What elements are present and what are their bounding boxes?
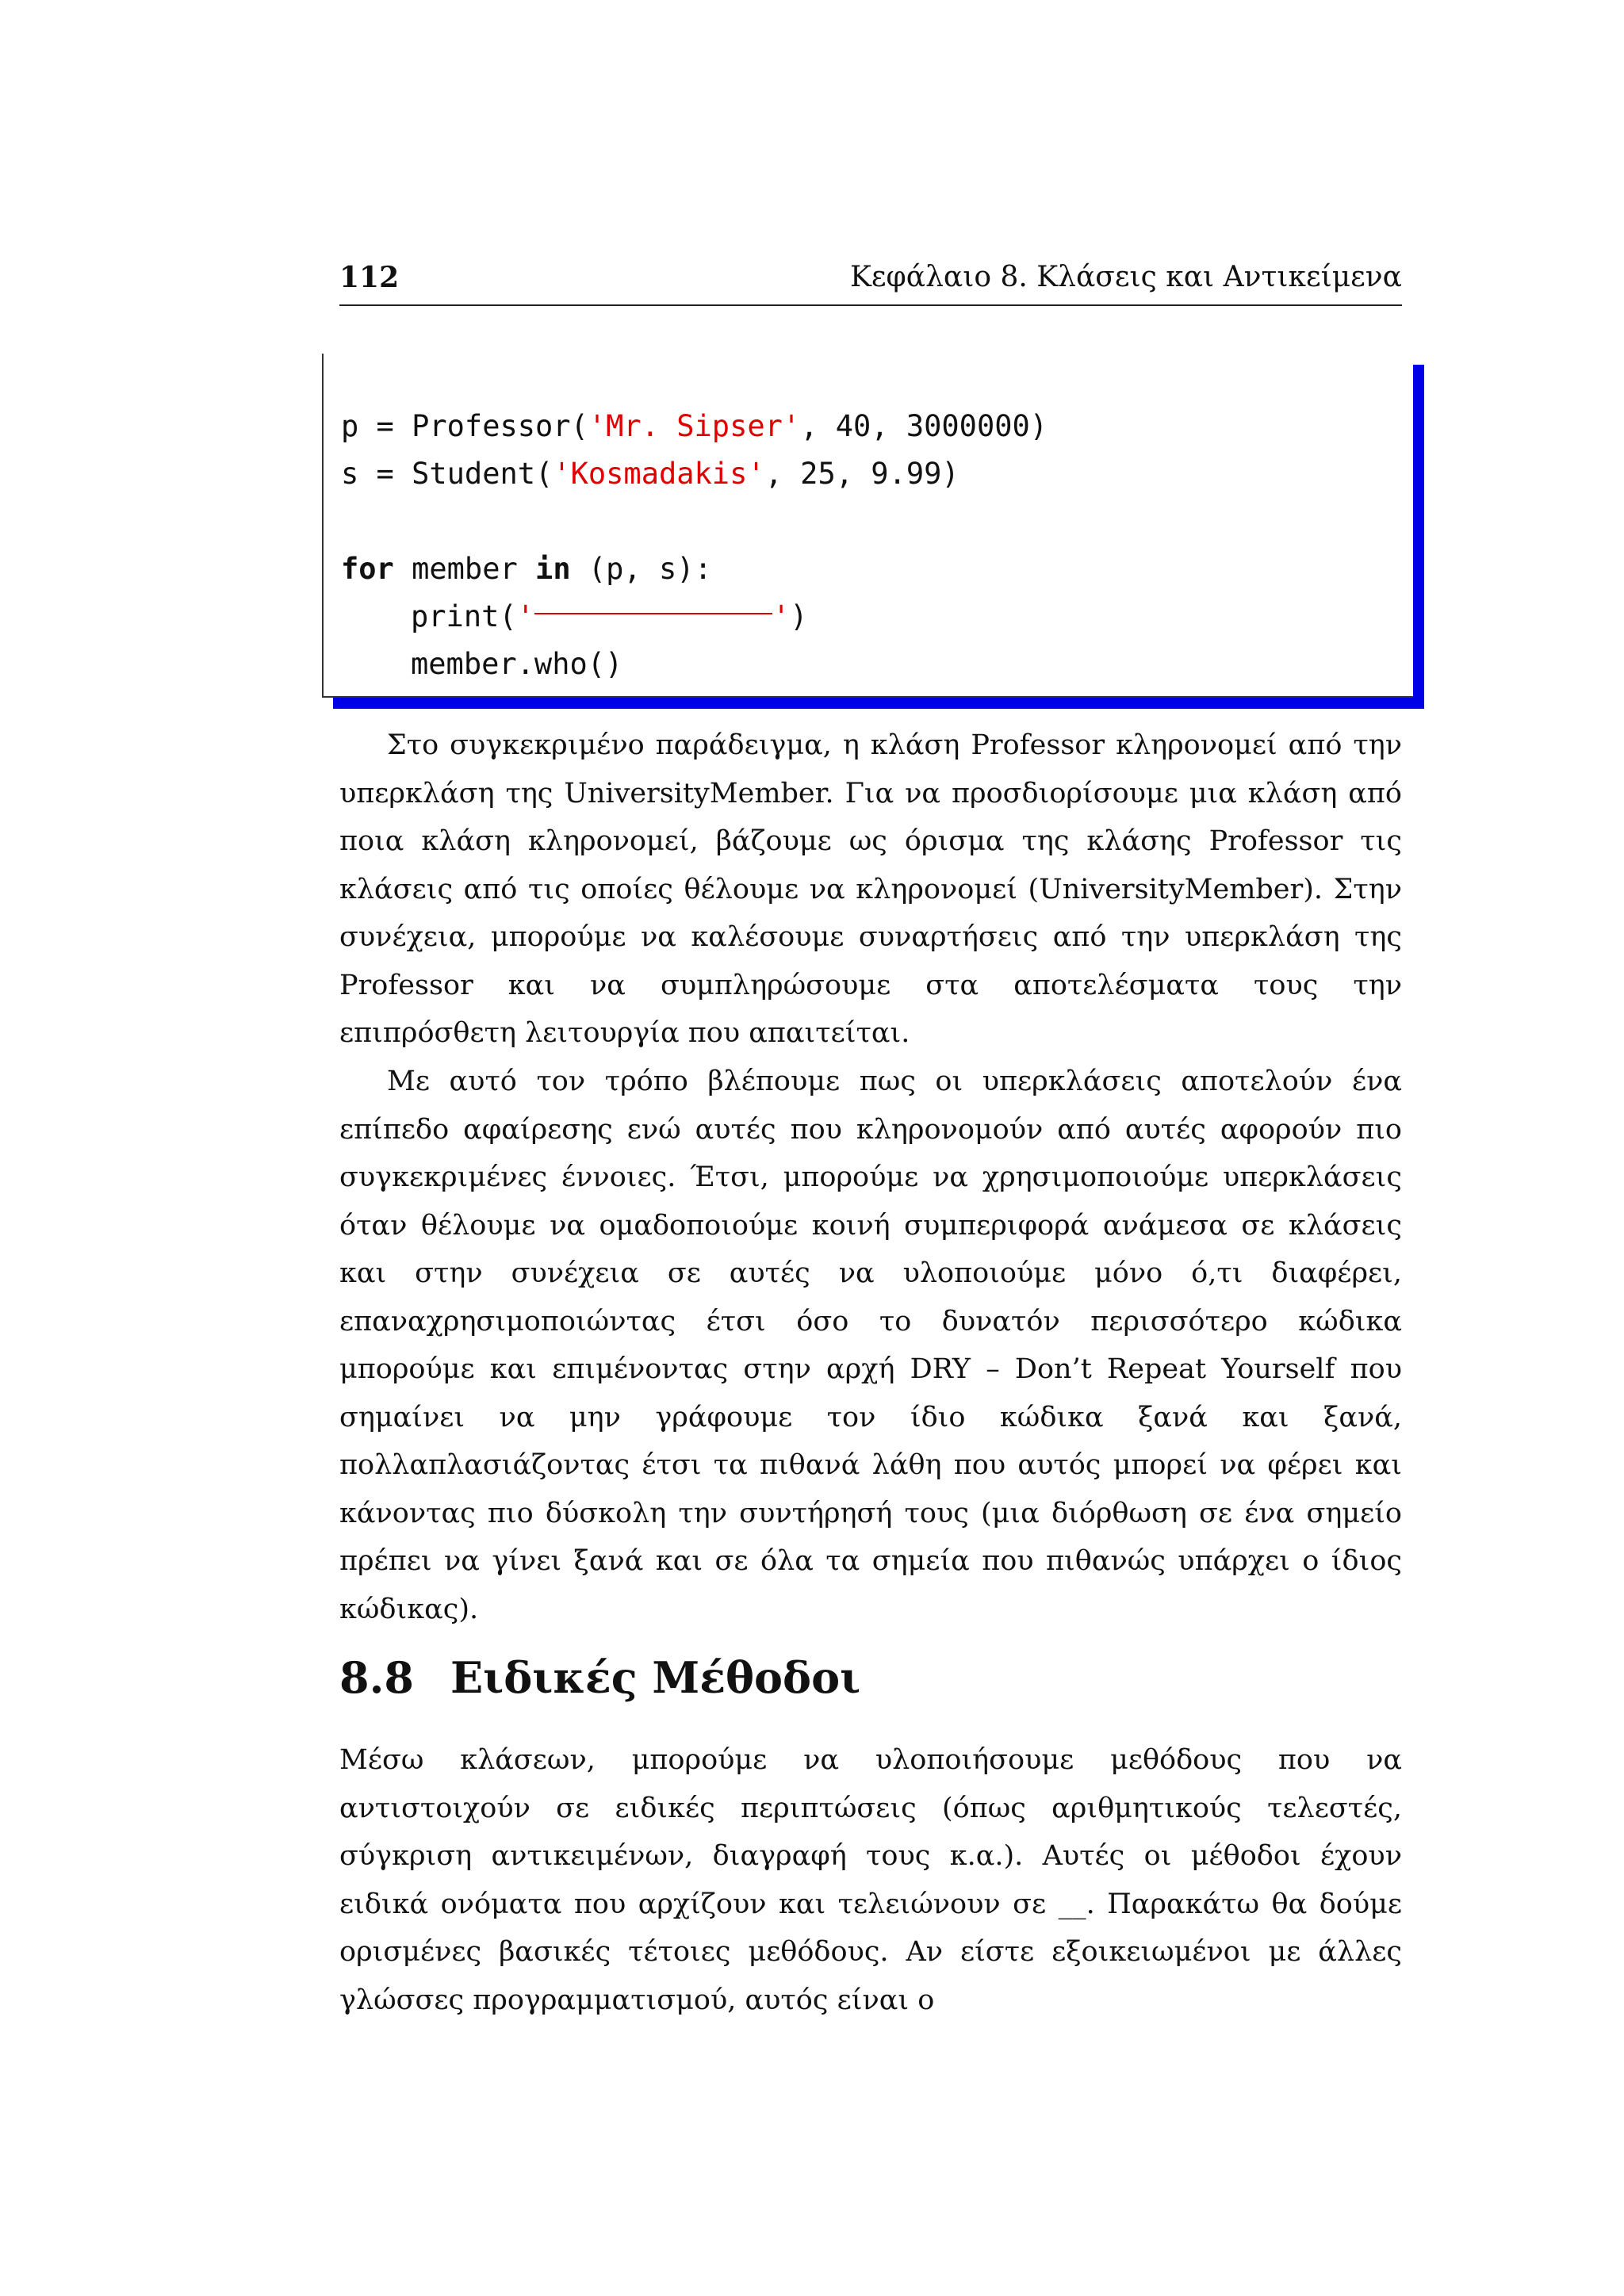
code-line-4 [341,593,808,641]
code-text: member [393,552,536,586]
page-header [339,258,1402,306]
code-keyword: for [341,552,394,586]
code-text: (p, s): [570,552,712,586]
code-text: p = Professor( [341,409,588,443]
page-number: 112 [339,261,400,294]
paragraph-inheritance-example: Στο συγκεκριμένο παράδειγμα, η κλάση Professor κληρονομεί από την υπερκλάση της UniversityMember. Για να προσδιορίσουμε μια κλάση από ποια κλάση κληρονομεί, βάζουμε ως όρισμα της κλάσης Professor τις κλάσεις από τις οποίες θέλουμε να κληρονομεί (UniversityMember). Στην συνέχεια, μπορούμε να καλέσουμε συναρτήσεις από την υπερκλάση της Professor και να συμπληρώσουμε στα αποτελέσματα τους την επιπρόσθετη λειτουργία που απαιτείται. [339,729,1402,1049]
code-line-1 [341,403,1048,450]
code-keyword: in [535,552,571,586]
code-text: , 25, 9.99) [764,457,959,491]
section-number: 8.8 [339,1652,414,1703]
code-string: 'Kosmadakis' [553,457,765,491]
code-text: , 40, 3000000) [800,409,1048,443]
code-string: 'Mr. Sipser' [588,409,801,443]
quote-close: ' [772,599,791,633]
paragraph-superclasses: Με αυτό τον τρόπο βλέπουμε πως οι υπερκλάσεις αποτελούν ένα επίπεδο αφαίρεσης ενώ αυτές που κληρονομούν από αυτές αφορούν πιο συγκεκριμένες έννοιες. Έτσι, μπορούμε να χρησιμοποιούμε υπερκλάσεις όταν θέλουμε να ομαδοποιούμε κοινή συμπεριφορά ανάμεσα σε κλάσεις και στην συνέχεια σε αυτές να υλοποιούμε μόνο ό,τι διαφέρει, επαναχρησιμοποιώντας έτσι όσο το δυνατόν περισσότερο κώδικα μπορούμε και επιμένοντας στην αρχή DRY – Don’t Repeat Yourself που σημαίνει να μην γράφουμε τον ίδιο κώδικα ξανά και ξανά, πολλαπλασιάζοντας έτσι τα πιθανά λάθη που αυτός μπορεί να φέρει και κάνοντας πιο δύσκολη την συντήρησή τους (μια διόρθωση σε ένα σημείο πρέπει να γίνει ξανά και σε όλα τα σημεία που πιθανώς υπάρχει ο ίδιος κώδικας). [339,1066,1402,1625]
code-text: member.who() [411,647,623,681]
paragraph-special-methods: Μέσω κλάσεων, μπορούμε να υλοποιήσουμε μεθόδους που να αντιστοιχούν σε ειδικές περιπτώσεις (όπως αριθμητικούς τελεστές, σύγκριση αντικειμένων, διαγραφή τους κ.α.). Αυτές οι μέθοδοι έχουν ειδικά ονόματα που αρχίζουν και τελειώνουν σε __. Παρακάτω θα δούμε ορισμένες βασικές τέτοιες μεθόδους. Αν είστε εξοικειωμένοι με άλλες γλώσσες προγραμματισμού, αυτός είναι ο [339,1744,1402,2016]
code-text: print( [411,599,517,633]
code-line-3 [341,545,712,593]
code-text: ) [790,599,808,633]
code-string [517,593,791,641]
code-line-2 [341,450,959,498]
code-listing [322,354,1413,698]
quote-open: ' [516,599,534,633]
code-line-5 [341,641,622,688]
running-title: Κεφάλαιο 8. Κλάσεις και Αντικείμενα [850,261,1402,293]
section-heading [339,1649,860,1706]
dash-line [534,613,772,614]
section-title: Ειδικές Μέθοδοι [450,1652,861,1703]
code-text: s = Student( [341,457,553,491]
